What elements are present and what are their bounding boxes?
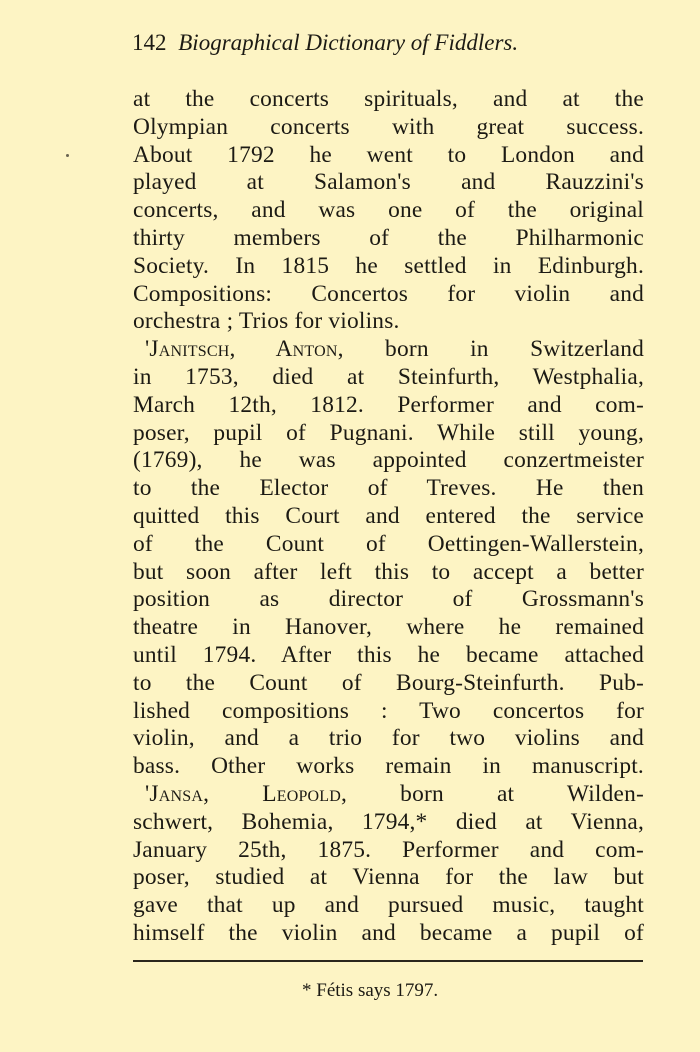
text-line: About 1792 he went to London and [133,141,644,168]
text-line: bass. Other works remain in manuscript. [133,753,644,780]
text-line: until 1794. After this he became attached [133,641,644,668]
book-title: Biographical Dictionary of Fiddlers. [178,30,519,55]
entry-heading-janitsch [133,336,644,364]
paper-speck [66,154,69,157]
text-line: Compositions: Concertos for violin and [133,280,644,307]
entry-heading-jansa [133,781,644,809]
text-line: orchestra ; Trios for violins. [133,308,400,335]
entry-mark: ' [145,780,150,807]
text-line: violin, and a trio for two violins and [133,725,644,752]
running-head [132,30,518,56]
footnote: * Fétis says 1797. [302,980,439,1001]
text-line: to the Count of Bourg-Steinfurth. Pub- [133,669,644,696]
text-line: quitted this Court and entered the service [133,502,644,529]
entry-heading-rest: born in Switzerland [343,336,644,363]
text-line: played at Salamon's and Rauzzini's [133,169,644,196]
text-line: but soon after left this to accept a better [133,558,644,585]
text-line: position as director of Grossmann's [133,586,644,613]
text-line: poser, studied at Vienna for the law but [133,864,644,891]
text-line: at the concerts spirituals, and at the [133,86,644,112]
entry-name-jansa: Jansa, Leopold, [149,780,348,807]
text-line: theatre in Hanover, where he remained [133,614,644,641]
footnote-rule [133,960,643,962]
text-line: thirty members of the Philharmonic [133,224,644,251]
entry-heading-rest: born at Wilden- [347,780,644,807]
text-line: lished compositions : Two concertos for [133,697,644,724]
text-line: concerts, and was one of the original [133,197,644,224]
text-line: to the Elector of Treves. He then [133,475,644,502]
text-line: himself the violin and became a pupil of [133,919,644,946]
text-line: gave that up and pursued music, taught [133,892,644,919]
entry-name-janitsch: Janitsch, Anton, [149,336,344,363]
body-text [133,86,644,948]
text-line: Olympian concerts with great success. [133,113,644,140]
text-line: poser, pupil of Pugnani. While still young, [133,419,644,446]
entry-mark: ' [145,336,150,363]
text-line: in 1753, died at Steinfurth, Westphalia, [133,363,644,390]
text-line: (1769), he was appointed conzertmeister [133,447,644,474]
text-line: of the Count of Oettingen-Wallerstein, [133,530,644,557]
text-line: January 25th, 1875. Performer and com- [133,836,644,863]
text-line: March 12th, 1812. Performer and com- [133,391,644,418]
page-number: 142 [132,30,167,55]
text-line: schwert, Bohemia, 1794,* died at Vienna, [133,808,644,835]
text-line: Society. In 1815 he settled in Edinburgh. [133,252,644,279]
